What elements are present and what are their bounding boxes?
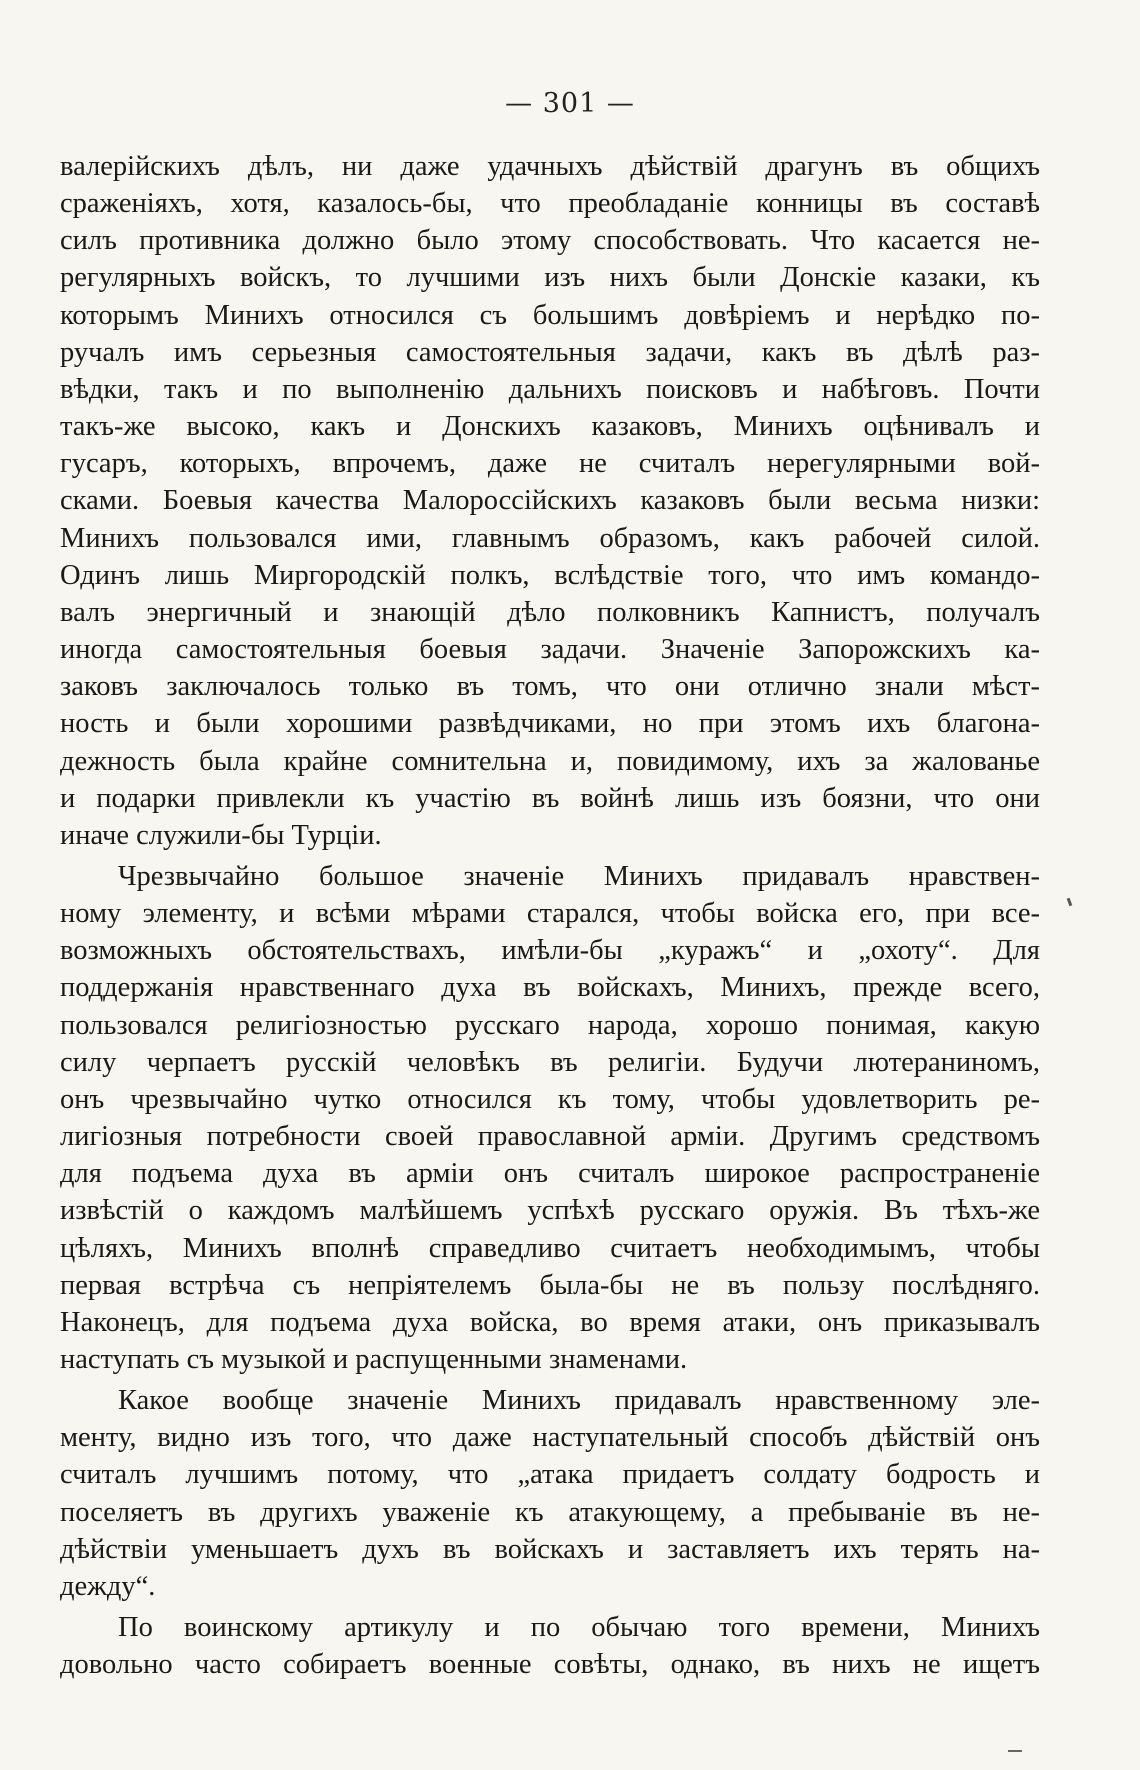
paragraph bbox=[60, 858, 1040, 1378]
text-line: такъ-же высоко, какъ и Донскихъ казаковъ, Минихъ оцѣнивалъ и bbox=[60, 411, 1040, 443]
text-line: которымъ Минихъ относился съ большимъ довѣріемъ и нерѣдко по- bbox=[60, 299, 1040, 331]
text-line: регулярныхъ войскъ, то лучшими изъ нихъ были Донскіе казаки, къ bbox=[60, 262, 1040, 294]
text-line: первая встрѣча съ непріятелемъ была-бы не въ пользу послѣдняго. bbox=[60, 1269, 1040, 1301]
text-line: заковъ заключалось только въ томъ, что они отлично знали мѣст- bbox=[60, 671, 1040, 703]
text-line: и подарки привлекли къ участію въ войнѣ лишь изъ боязни, что они bbox=[60, 782, 1040, 814]
paragraph bbox=[60, 148, 1040, 854]
text-line: Минихъ пользовался ими, главнымъ образомъ, какъ рабочей силой. bbox=[60, 522, 1040, 554]
text-line: Наконецъ, для подъема духа войска, во время атаки, онъ приказывалъ bbox=[60, 1306, 1040, 1338]
paragraph bbox=[60, 1609, 1040, 1683]
text-line: валерійскихъ дѣлъ, ни даже удачныхъ дѣйствій драгунъ въ общихъ bbox=[60, 151, 1040, 182]
stray-ink-mark bbox=[1067, 898, 1073, 907]
text-line: довольно часто собираетъ военные совѣты, однако, въ нихъ не ищетъ bbox=[60, 1649, 1040, 1681]
page-number: — 301 — bbox=[505, 88, 635, 119]
text-line: поселяетъ въ другихъ уваженіе къ атакующему, а пребываніе въ не- bbox=[60, 1496, 1040, 1528]
text-line: гусаръ, которыхъ, впрочемъ, даже не считалъ нерегулярными вой- bbox=[60, 448, 1040, 480]
text-line: ручалъ имъ серьезныя самостоятельныя задачи, какъ въ дѣлѣ раз- bbox=[60, 336, 1040, 368]
text-line: валъ энергичный и знающій дѣло полковникъ Капнистъ, получалъ bbox=[60, 596, 1040, 628]
text-line: извѣстій о каждомъ малѣйшемъ успѣхѣ русскаго оружія. Въ тѣхъ-же bbox=[60, 1195, 1040, 1227]
text-line: для подъема духа въ арміи онъ считалъ широкое распространеніе bbox=[60, 1158, 1040, 1190]
text-line: иногда самостоятельныя боевыя задачи. Значеніе Запорожскихъ ка- bbox=[60, 634, 1040, 666]
text-line: Какое вообще значеніе Минихъ придавалъ нравственному эле- bbox=[118, 1385, 1040, 1417]
text-line: дежность была крайне сомнительна и, повидимому, ихъ за жалованье bbox=[60, 745, 1040, 777]
paragraph bbox=[60, 1382, 1040, 1605]
text-line: ность и были хорошими развѣдчиками, но при этомъ ихъ благона- bbox=[60, 708, 1040, 740]
text-line: онъ чрезвычайно чутко относился къ тому, чтобы удовлетворить ре- bbox=[60, 1083, 1040, 1115]
text-line: поддержанія нравственнаго духа въ войскахъ, Минихъ, прежде всего, bbox=[60, 972, 1040, 1004]
text-line: По воинскому артикулу и по обычаю того времени, Минихъ bbox=[118, 1612, 1040, 1644]
text-line: ному элементу, и всѣми мѣрами старался, чтобы войска его, при все- bbox=[60, 898, 1040, 930]
text-line: пользовался религіозностью русскаго народа, хорошо понимая, какую bbox=[60, 1009, 1040, 1041]
text-line: менту, видно изъ того, что даже наступательный способъ дѣйствій онъ bbox=[60, 1422, 1040, 1454]
text-line: наступать съ музыкой и распущенными знаменами. bbox=[60, 1344, 688, 1375]
text-line: цѣляхъ, Минихъ вполнѣ справедливо считаетъ необходимымъ, чтобы bbox=[60, 1232, 1040, 1264]
text-line: силъ противника должно было этому способствовать. Что касается не- bbox=[60, 225, 1040, 257]
text-line: лигіозныя потребности своей православной арміи. Другимъ средствомъ bbox=[60, 1121, 1040, 1153]
text-line: Чрезвычайно большое значеніе Минихъ придавалъ нравствен- bbox=[118, 860, 1040, 892]
text-line: силу черпаетъ русскій человѣкъ въ религіи. Будучи лютераниномъ, bbox=[60, 1046, 1040, 1078]
text-line: возможныхъ обстоятельствахъ, имѣли-бы „куражъ“ и „охоту“. Для bbox=[60, 935, 1040, 967]
text-line: считалъ лучшимъ потому, что „атака придаетъ солдату бодрость и bbox=[60, 1459, 1040, 1491]
text-line: дежду“. bbox=[60, 1570, 156, 1602]
text-line: дѣйствіи уменьшаетъ духъ въ войскахъ и заставляетъ ихъ терять на- bbox=[60, 1533, 1040, 1565]
text-line: сками. Боевыя качества Малороссійскихъ казаковъ были весьма низки: bbox=[60, 485, 1040, 517]
text-line: сраженіяхъ, хотя, казалось-бы, что преобладаніе конницы въ составѣ bbox=[60, 188, 1040, 220]
body-text bbox=[60, 148, 1040, 1683]
text-line: Одинъ лишь Миргородскій полкъ, вслѣдствіе того, что имъ командо- bbox=[60, 559, 1040, 591]
corner-ink-mark bbox=[1008, 1750, 1022, 1752]
text-line: иначе служили-бы Турціи. bbox=[60, 819, 382, 851]
text-line: вѣдки, такъ и по выполненію дальнихъ поисковъ и набѣговъ. Почти bbox=[60, 373, 1040, 405]
